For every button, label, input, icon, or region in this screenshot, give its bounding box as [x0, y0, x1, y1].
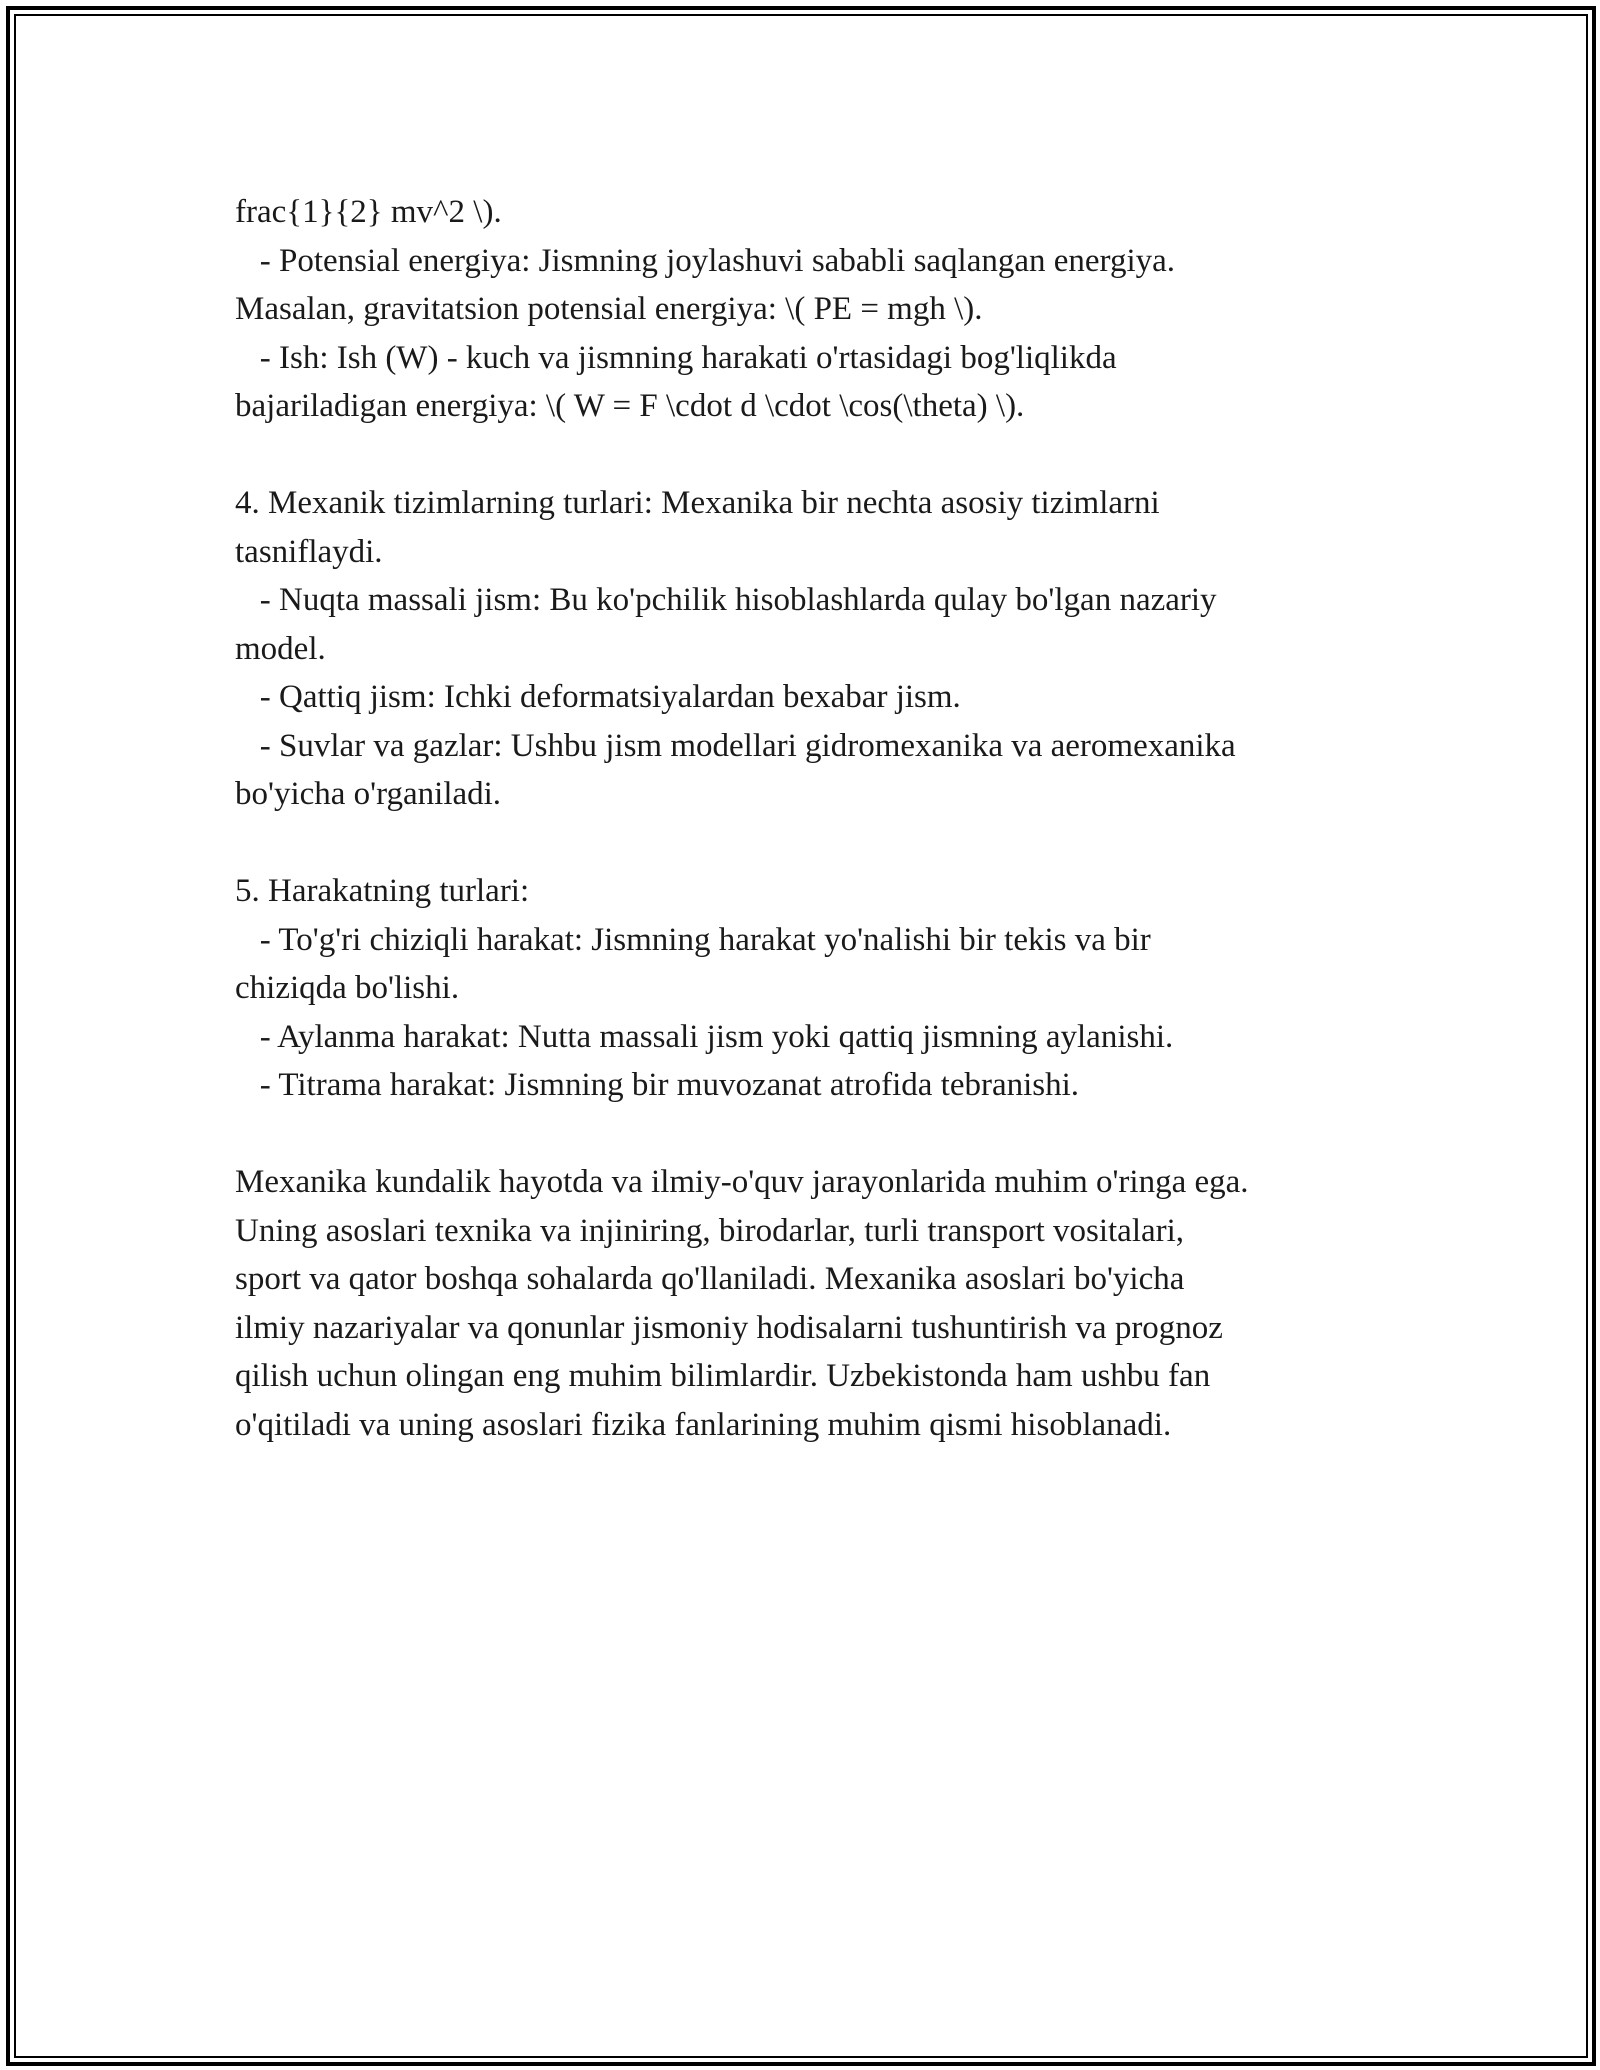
text-line: - Qattiq jism: Ichki deformatsiyalardan bexabar jism. [235, 679, 961, 715]
document-body [235, 188, 1385, 1449]
text-line: tasniflaydi. [235, 533, 383, 570]
text-line: Masalan, gravitatsion potensial energiya: \( PE = mgh \). [235, 291, 983, 327]
paragraph-spacer [235, 431, 1385, 480]
text-line: chiziqda bo'lishi. [235, 970, 460, 1006]
paragraph-spacer [235, 819, 1385, 868]
text-line: - Potensial energiya: Jismning joylashuvi sababli saqlangan energiya. [235, 242, 1176, 279]
conclusion-line: ilmiy nazariyalar va qonunlar jismoniy hodisalarni tushuntirish va prognoz [235, 1309, 1223, 1346]
text-line: model. [235, 630, 326, 667]
text-line: - Titrama harakat: Jismning bir muvozanat atrofida tebranishi. [235, 1067, 1080, 1103]
text-line: bo'yicha o'rganiladi. [235, 776, 502, 812]
text-line: - Ish: Ish (W) - kuch va jismning harakati o'rtasidagi bog'liqlikda [235, 339, 1117, 376]
conclusion-line: Uning asoslari texnika va injiniring, birodarlar, turli transport vositalari, [235, 1212, 1185, 1249]
text-line: - Aylanma harakat: Nutta massali jism yoki qattiq jismning aylanishi. [235, 1018, 1174, 1055]
text-line: - Nuqta massali jism: Bu ko'pchilik hisoblashlarda qulay bo'lgan nazariy [235, 582, 1217, 618]
text-line: bajariladigan energiya: \( W = F \cdot d \cdot \cos(\theta) \). [235, 388, 1025, 424]
conclusion-line: o'qitiladi va uning asoslari fizika fanlarining muhim qismi hisoblanadi. [235, 1406, 1172, 1443]
text-line: - To'g'ri chiziqli harakat: Jismning harakat yo'nalishi bir tekis va bir [235, 921, 1151, 958]
section-heading-4: 4. Mexanik tizimlarning turlari: Mexanika bir nechta asosiy tizimlarni [235, 485, 1160, 521]
conclusion-line: qilish uchun olingan eng muhim bilimlardir. Uzbekistonda ham ushbu fan [235, 1358, 1211, 1394]
section-heading-5: 5. Harakatning turlari: [235, 873, 530, 909]
text-line: frac{1}{2} mv^2 \). [235, 194, 502, 230]
conclusion-line: Mexanika kundalik hayotda va ilmiy-o'quv jarayonlarida muhim o'ringa ega. [235, 1164, 1249, 1200]
conclusion-line: sport va qator boshqa sohalarda qo'llaniladi. Mexanika asoslari bo'yicha [235, 1261, 1185, 1297]
paragraph-spacer [235, 1110, 1385, 1159]
text-line: - Suvlar va gazlar: Ushbu jism modellari gidromexanika va aeromexanika [235, 727, 1236, 764]
